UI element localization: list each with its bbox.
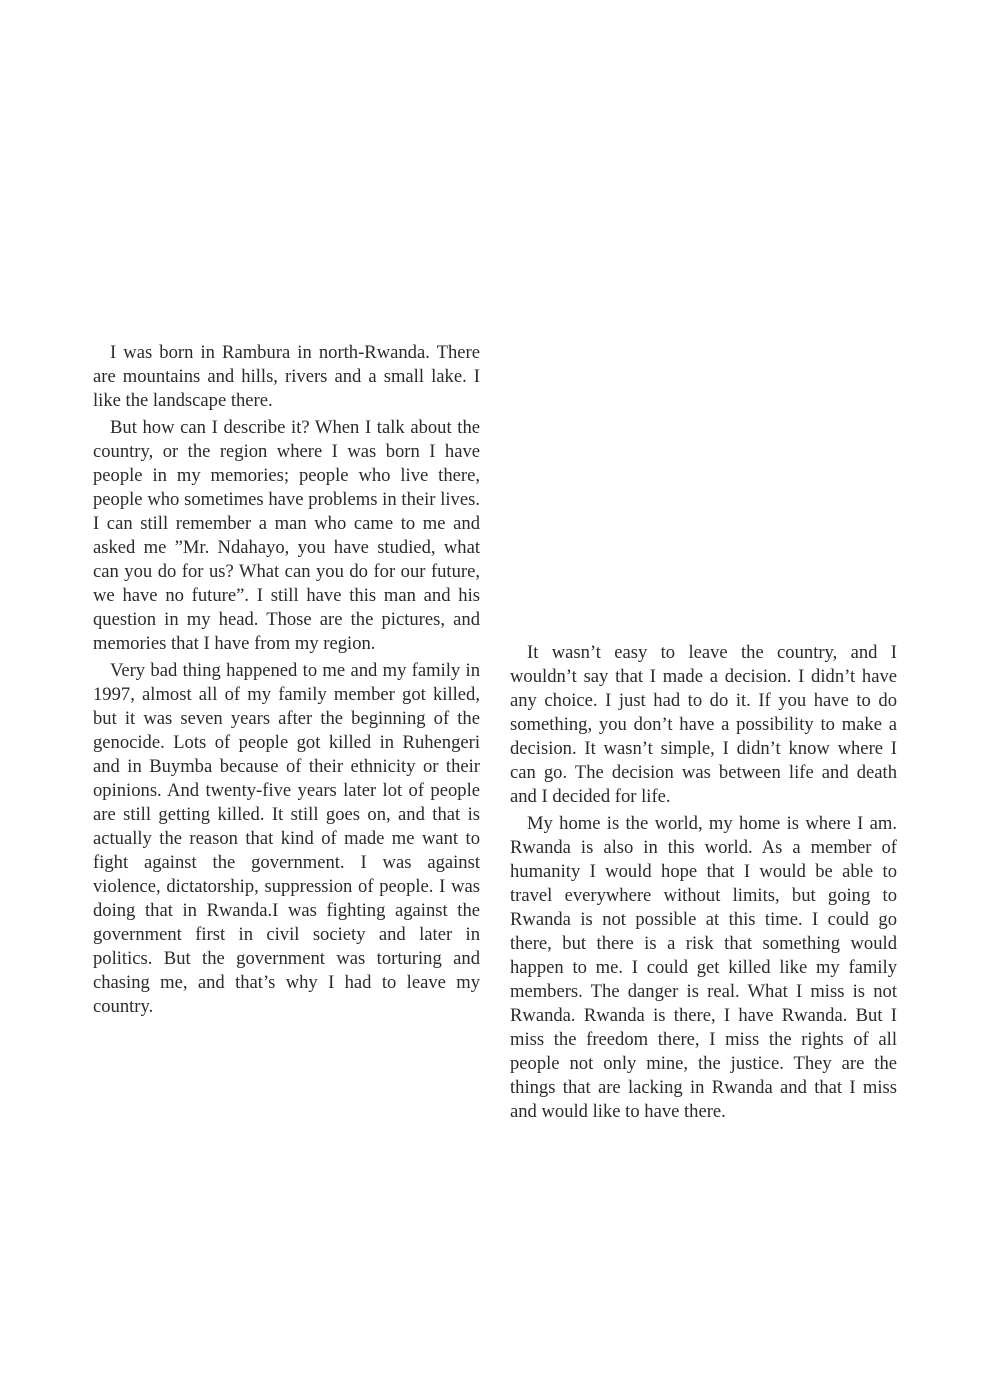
paragraph-memories: But how can I describe it? When I talk about the country, or the region where I was born I have people in my memories; people who live there, people who sometimes have problems in their lives. I can still remember a man who came to me and asked me ”Mr. Ndahayo, you have studied, what can you do for us? What can you do for our future, we have no future”. I still have this man and his question in my head. Those are the pictures, and memories that I have from my region. <box>93 417 480 654</box>
left-text-column <box>93 341 480 1022</box>
paragraph-home-is-world: My home is the world, my home is where I am. Rwanda is also in this world. As a member of humanity I would hope that I would be able to travel everywhere without limits, but going to Rwanda is not possible at this time. I could go there, but there is a risk that something would happen to me. I could get killed like my family members. The danger is real. What I miss is not Rwanda. Rwanda is there, I have Rwanda. But I miss the freedom there, I miss the rights of all people not only mine, the justice. They are the things that are lacking in Rwanda and that I miss and would like to have there. <box>510 813 897 1122</box>
paragraph-leaving-country: It wasn’t easy to leave the country, and I wouldn’t say that I made a decision. I didn’t have any choice. I just had to do it. If you have to do something, you don’t have a possibility to make a decision. It wasn’t simple, I didn’t know where I can go. The decision was between life and death and I decided for life. <box>510 642 897 807</box>
paragraph-1997-events: Very bad thing happened to me and my family in 1997, almost all of my family member got killed, but it was seven years after the beginning of the genocide. Lots of people got killed in Ruhengeri and in Buymba because of their ethnicity or their opinions. And twenty-five years later lot of people are still getting killed. It still goes on, and that is actually the reason that kind of made me want to fight against the government. I was against violence, dictatorship, suppression of people. I was doing that in Rwanda.I was fighting against the government first in civil society and later in politics. But the government was torturing and chasing me, and that’s why I had to leave my country. <box>93 660 480 1017</box>
paragraph-birthplace: I was born in Rambura in north-Rwanda. There are mountains and hills, rivers and a small lake. I like the landscape there. <box>93 342 480 411</box>
right-text-column <box>510 641 897 1127</box>
